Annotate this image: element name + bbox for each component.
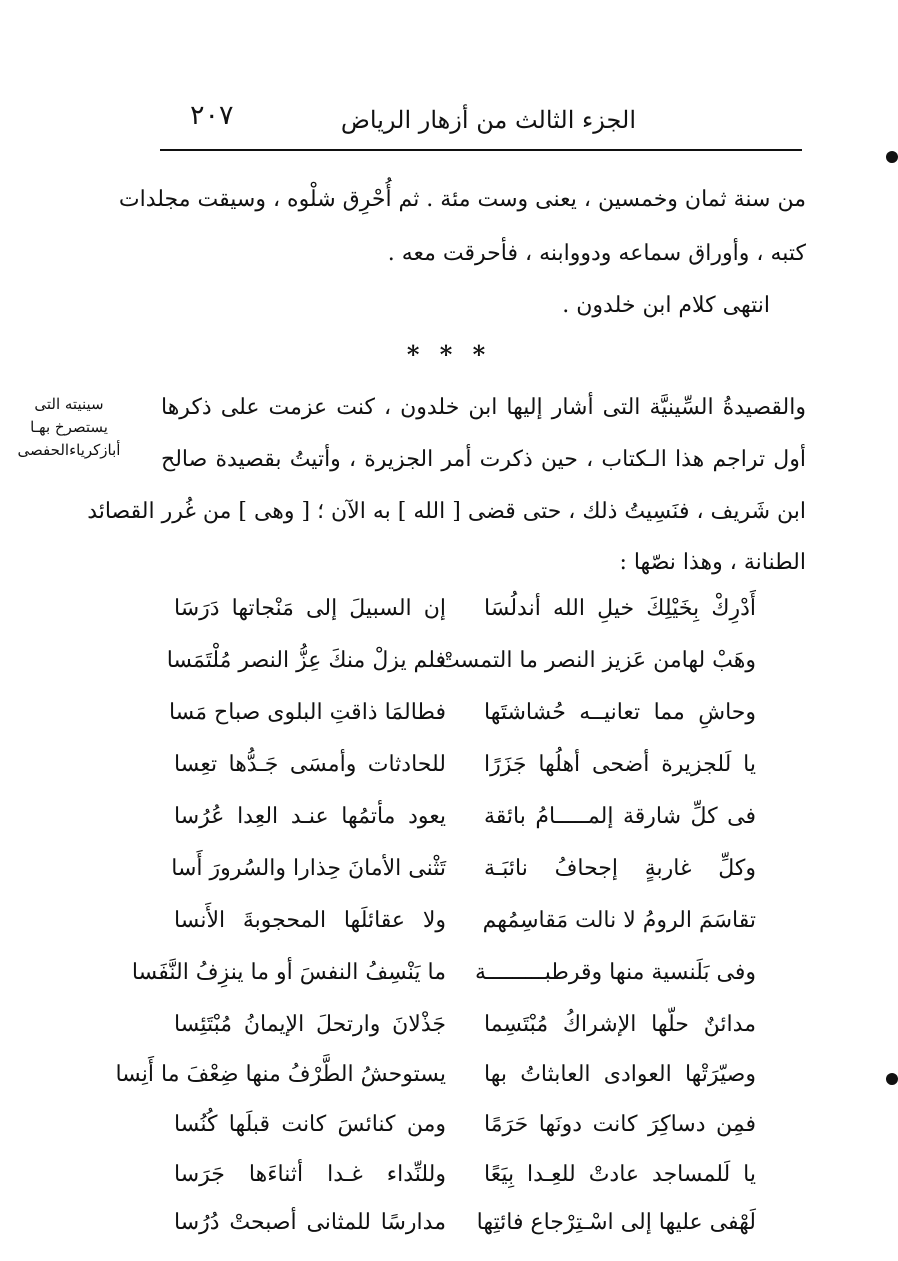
verse-first-hemistich: يا لَلمساجد عادتْ للعِـدا بِيَعًا (484, 1162, 756, 1187)
margin-note (14, 393, 124, 462)
paragraph-2-line: والقصيدةُ السِّينيَّة التى أشار إليها ابن خلدون ، كنت عزمت على ذكرها (161, 395, 806, 420)
margin-note-line: أبازكرياءالحفصى (17, 441, 121, 459)
verse-second-hemistich: مدارسًا للمثانى أصبحتْ دُرُسا (174, 1210, 446, 1235)
verse-second-hemistich: تَثْنى الأمانَ حِذارا والسُرورَ أَسا (171, 856, 446, 881)
paragraph-1-line: كتبه ، وأوراق سماعه ودووابنه ، فأحرقت معه . (387, 241, 806, 266)
page-number: ٢٠٧ (190, 100, 234, 131)
verse-first-hemistich: فى كلِّ شارقة إلمـــــامُ بائقة (484, 804, 756, 829)
verse-first-hemistich: مدائنٌ حلّها الإشراكُ مُبْتَسِما (484, 1012, 756, 1037)
binding-hole-mark (886, 151, 898, 163)
margin-note-line: يستصرخ بهـا (30, 418, 108, 436)
paragraph-2-line: الطنانة ، وهذا نصّها : (619, 550, 806, 575)
verse-first-hemistich: وفى بَلَنسية منها وقرطبـــــــــة (474, 960, 756, 985)
paragraph-1-line: انتهى كلام ابن خلدون . (562, 293, 770, 318)
running-header-title: الجزء الثالث من أزهار الرياض (340, 106, 636, 134)
verse-first-hemistich: تقاسَمَ الرومُ لا نالت مَقاسِمُهم (482, 908, 756, 933)
verse-second-hemistich: ومن كنائسَ كانت قبلَها كُنُسا (174, 1112, 446, 1137)
margin-note-line: سينيته التى (34, 395, 104, 413)
verse-second-hemistich: ما يَنْسِفُ النفسَ أو ما ينزِفُ النَّفَسا (131, 960, 446, 985)
header-rule (160, 149, 802, 151)
verse-first-hemistich: فمِن دساكِرَ كانت دونَها حَرَمًا (484, 1112, 756, 1137)
verse-first-hemistich: وحاشِ مما تعانيــه حُشاشتَها (484, 700, 756, 725)
verse-first-hemistich: أَدْرِكْ بِخَيْلِكَ خيلِ الله أندلُسَا (484, 596, 756, 621)
verse-second-hemistich: إن السبيلَ إلى مَنْجاتها دَرَسَا (174, 596, 446, 621)
paragraph-2-line: ابن شَريف ، فنَسِيتُ ذلك ، حتى قضى [ الله ] به الآن ؛ [ وهى ] من غُرر القصائد (87, 499, 806, 524)
paragraph-1-line: من سنة ثمان وخمسين ، يعنى وست مئة . ثم أُحْرِق شلْوه ، وسيقت مجلدات (118, 187, 806, 212)
paragraph-2-line: أول تراجم هذا الـكتاب ، حين ذكرت أمر الجزيرة ، وأتيتُ بقصيدة صالح (161, 447, 806, 472)
binding-hole-mark (886, 1073, 898, 1085)
verse-first-hemistich: وكلِّ غاربةٍ إجحافُ نائبَـة (484, 856, 756, 881)
verse-second-hemistich: فطالمَا ذاقتِ البلوى صباح مَسا (168, 700, 446, 725)
verse-second-hemistich: وللنِّداء غـدا أثناءَها جَرَسا (174, 1162, 446, 1187)
verse-first-hemistich: وهَبْ لهامن عَزيز النصر ما التمستْ (439, 648, 756, 673)
verse-second-hemistich: للحادثات وأمسَى جَـدُّها تعِسا (174, 752, 446, 777)
verse-second-hemistich: فلم يزلْ منكَ عِزُّ النصر مُلْتَمَسا (166, 648, 446, 673)
verse-second-hemistich: يستوحشُ الطَّرْفُ منها ضِعْفَ ما أَنِسا (115, 1062, 446, 1087)
verse-first-hemistich: وصيّرَتْها العوادى العابثاتُ بها (484, 1062, 756, 1087)
verse-first-hemistich: لَهْفى عليها إلى اسْـتِرْجاع فائتِها (476, 1210, 756, 1235)
verse-second-hemistich: ولا عقائلَها المحجوبةَ الأَنسا (174, 908, 446, 933)
verse-second-hemistich: يعود مأتمُها عنـد العِدا عُرُسا (174, 804, 446, 829)
section-separator: * * * (406, 340, 492, 369)
verse-second-hemistich: جَذْلانَ وارتحلَ الإيمانُ مُبْتَئِسا (174, 1012, 446, 1037)
verse-first-hemistich: يا لَلجزيرة أضحى أهلُها جَزَرًا (484, 752, 756, 777)
